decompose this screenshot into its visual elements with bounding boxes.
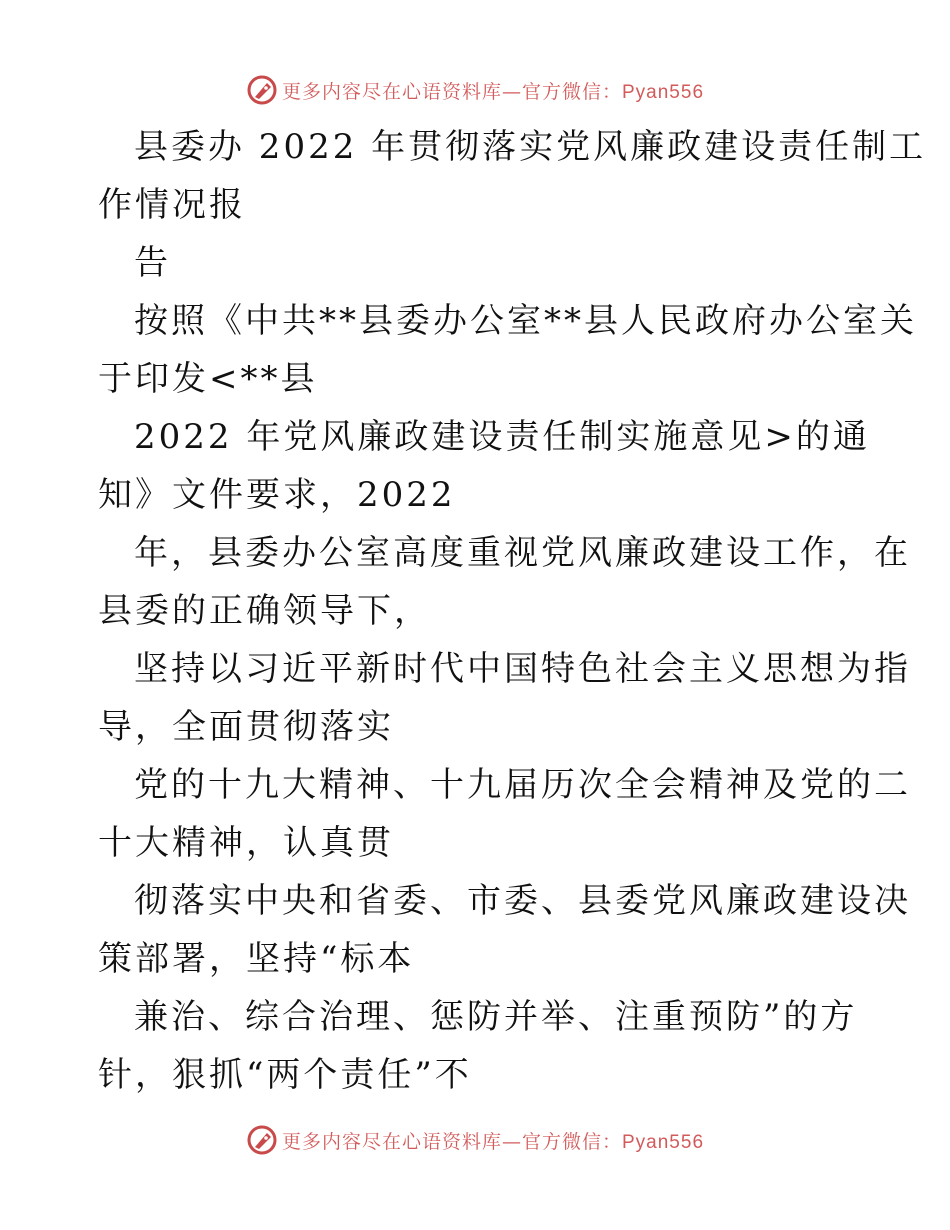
doc-paragraph-line: 策部署，坚持“标本 — [98, 939, 415, 979]
doc-paragraph-line: 年，县委办公室高度重视党风廉政建设工作，在 — [134, 533, 911, 573]
watermark-footer — [0, 1120, 950, 1160]
watermark-text: 更多内容尽在心语资料库—官方微信：Pyan556 — [281, 1130, 705, 1153]
doc-paragraph-line: 兼治、综合治理、惩防并举、注重预防”的方 — [134, 997, 858, 1037]
doc-paragraph-line: 按照《中共**县委办公室**县人民政府办公室关 — [134, 301, 917, 341]
doc-paragraph-line: 十大精神，认真贯 — [98, 823, 394, 863]
doc-paragraph-line: 于印发<**县 — [98, 359, 318, 399]
doc-title-line-1: 县委办 2022 年贯彻落实党风廉政建设责任制工 — [134, 127, 927, 167]
doc-paragraph-line: 坚持以习近平新时代中国特色社会主义思想为指 — [134, 649, 911, 689]
doc-paragraph-line: 针，狠抓“两个责任”不 — [98, 1055, 472, 1095]
doc-paragraph-line: 党的十九大精神、十九届历次全会精神及党的二 — [134, 765, 911, 805]
doc-paragraph-line: 2022 年党风廉政建设责任制实施意见>的通 — [134, 417, 870, 457]
doc-paragraph-line: 县委的正确领导下， — [98, 591, 431, 631]
pen-nib-logo-icon — [246, 1124, 278, 1156]
pen-nib-logo-icon — [246, 74, 278, 106]
doc-paragraph-line: 知》文件要求，2022 — [98, 475, 456, 515]
doc-paragraph-line: 导，全面贯彻落实 — [98, 707, 394, 747]
watermark-header — [0, 70, 950, 110]
doc-title-line-3: 告 — [134, 243, 171, 283]
watermark-text: 更多内容尽在心语资料库—官方微信：Pyan556 — [281, 80, 705, 103]
doc-paragraph-line: 彻落实中央和省委、市委、县委党风廉政建设决 — [134, 881, 911, 921]
doc-title-line-2: 作情况报 — [98, 185, 246, 225]
